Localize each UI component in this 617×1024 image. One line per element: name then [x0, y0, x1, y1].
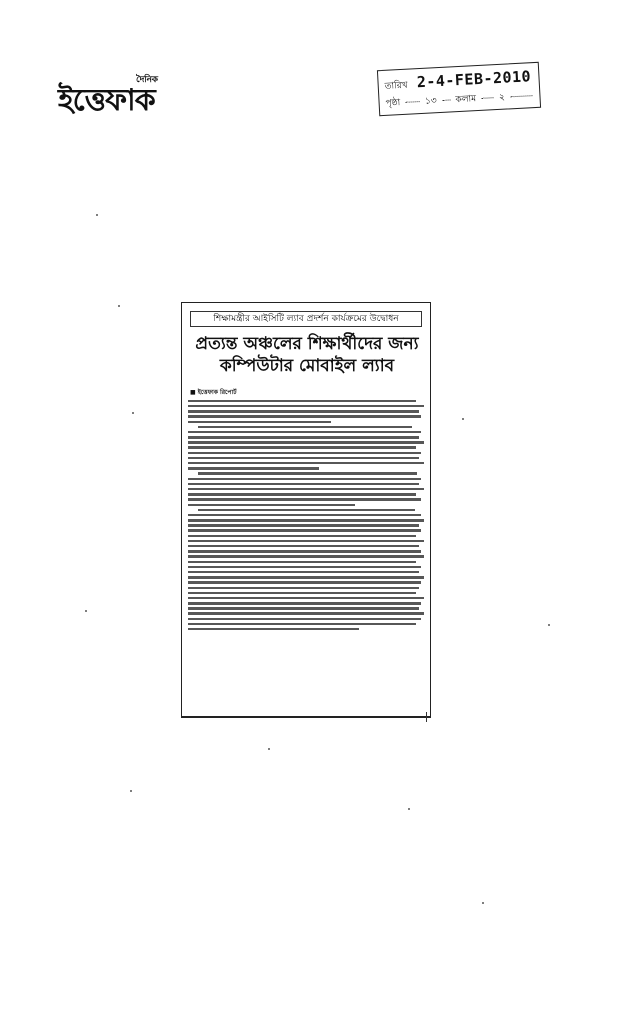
scan-speck: [268, 748, 270, 750]
stamp-column-value: ২: [498, 92, 506, 103]
scan-speck: [132, 412, 134, 414]
clipping-bottom-edge: [182, 716, 430, 717]
fold-mark: [426, 712, 427, 722]
scan-speck: [85, 610, 87, 612]
stamp-page-label: পৃষ্ঠা: [385, 98, 401, 109]
article-body: [188, 397, 426, 657]
masthead-title: ইত্তেফাক: [58, 83, 155, 118]
scan-speck: [408, 808, 410, 810]
scan-speck: [548, 624, 550, 626]
article-headline-line1: প্রত্যন্ত অঞ্চলের শিক্ষার্থীদের জন্য: [195, 334, 419, 354]
newspaper-masthead: [58, 72, 208, 132]
stamp-page-value: ১৩: [424, 96, 438, 107]
stamp-date-value: 2-4-FEB-2010: [416, 67, 532, 92]
scan-speck: [118, 305, 120, 307]
scan-speck: [482, 902, 484, 904]
date-stamp: [377, 62, 541, 116]
stamp-date-label: তারিখ: [384, 80, 408, 92]
article-kicker: শিক্ষামন্ত্রীর আইসিটি ল্যাব প্রদর্শন কার্যক্রমের উদ্বোধন: [190, 311, 422, 327]
scan-speck: [96, 214, 98, 216]
masthead-prefix: দৈনিক: [136, 75, 158, 85]
newspaper-clipping: [181, 302, 431, 718]
article-headline-line2: কম্পিউটার মোবাইল ল্যাব: [219, 356, 395, 376]
scan-speck: [130, 790, 132, 792]
article-byline: ■ ইত্তেফাক রিপোর্ট: [190, 389, 237, 396]
scan-speck: [462, 418, 464, 420]
stamp-column-label: কলাম: [455, 94, 477, 106]
